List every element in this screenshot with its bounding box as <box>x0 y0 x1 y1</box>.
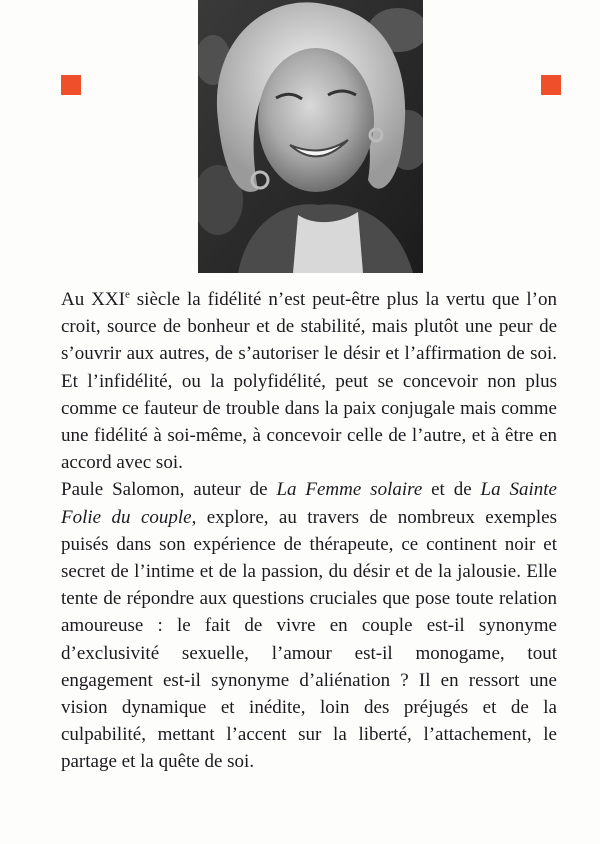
author-photo <box>198 0 423 273</box>
intro-text: siècle la fidélité n’est peut-être plus la vertu que l’on croit, source de bonheur et de stabilité, mais plutôt une peur de s’ouvrir aux autres, de s’autoriser le désir et l’affirmation de soi. Et l’infidélité, ou la polyfidélité, peut se concevoir non plus comme ce fauteur de trouble dans la paix conjugale mais comme une fidélité à soi-même, à concevoir celle de l’autre, et à être en accord avec soi. <box>61 289 557 474</box>
decorative-square-right <box>541 75 561 95</box>
century-label: XXI <box>91 289 125 310</box>
author-text-b: et de <box>422 479 481 501</box>
author-text-c: , explore, au travers de nombreux exemples puisés dans son expérience de thérapeute, ce continent noir et secret de l’intime et de la passion, du désir et de la jalousie. Elle tente de répondre aux questions cruciales que pose toute relation amoureuse : le fait de vivre en couple est-il synonyme d’exclusivité sexuelle, l’amour est-il monogame, tout engagement est-il synonyme d’aliénation ? Il en ressort une vision dynamique et inédite, loin des préjugés et de la culpabilité, mettant l’accent sur la liberté, l’attachement, le partage et la quête de soi. <box>61 506 557 773</box>
back-cover-text <box>61 286 557 776</box>
decorative-square-left <box>61 75 81 95</box>
book-title-sainte-folie: La Sainte Folie du couple <box>61 479 557 528</box>
author-text-a: Paule Salomon, auteur de <box>61 479 277 501</box>
intro-prefix: Au <box>61 289 92 310</box>
book-title-femme-solaire: La Femme solaire <box>276 479 423 501</box>
paragraph-intro <box>61 286 557 476</box>
century-superscript: e <box>124 288 130 301</box>
paragraph-author <box>61 476 557 775</box>
